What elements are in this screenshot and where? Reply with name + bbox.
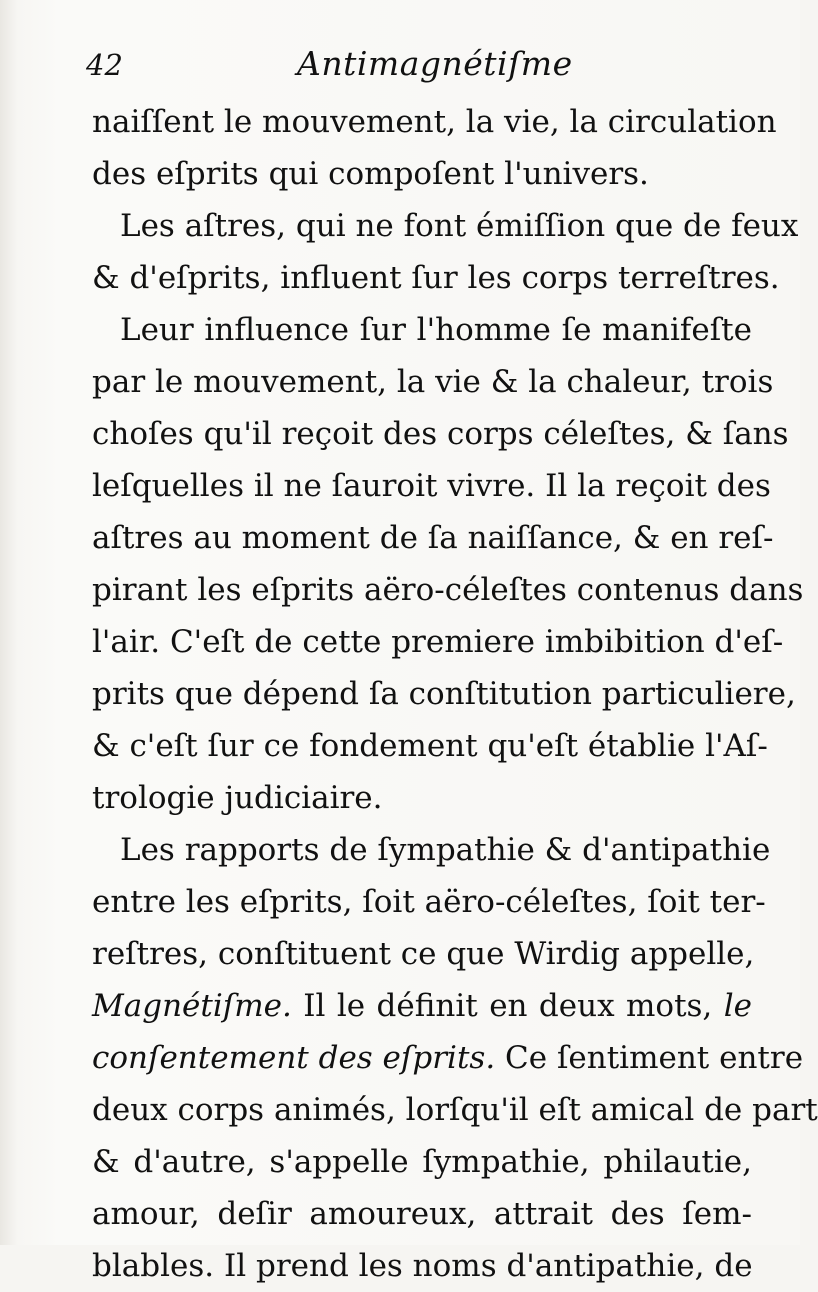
paragraph-start-line: Les rapports de ſympathie & d'antipathie: [120, 832, 771, 868]
running-title: Antimagnétiſme: [297, 44, 573, 83]
body-text: [92, 96, 818, 1292]
text-line: choſes qu'il reçoit des corps céleſtes, & ſans: [92, 416, 789, 452]
text-line: amour, deſir amoureux, attrait des ſem-: [92, 1196, 752, 1232]
text-line: des eſprits qui compoſent l'univers.: [92, 156, 649, 192]
text-line: l'air. C'eſt de cette premiere imbibition d'eſ-: [92, 624, 784, 660]
text-line: & d'autre, s'appelle ſympathie, philautie,: [92, 1144, 752, 1180]
italic-term: Magnétiſme.: [92, 988, 292, 1024]
text-line: par le mouvement, la vie & la chaleur, trois: [92, 364, 774, 400]
text-line-mixed: [92, 1032, 804, 1084]
text-line-mixed: [92, 980, 752, 1032]
italic-phrase-end: conſentement des eſprits.: [92, 1040, 496, 1076]
text-line: blables. Il prend les noms d'antipathie, de: [92, 1248, 753, 1284]
paragraph-start-line: Leur influence ſur l'homme ſe manifeſte: [120, 312, 752, 348]
text-line: entre les eſprits, ſoit aëro-céleſtes, ſoit ter-: [92, 884, 766, 920]
text-line: prits que dépend ſa conſtitution particuliere,: [92, 676, 796, 712]
text-line: trologie judiciaire.: [92, 780, 383, 816]
text-line: leſquelles il ne ſauroit vivre. Il la reçoit des: [92, 468, 771, 504]
roman-text: Il le définit en deux mots,: [291, 988, 724, 1024]
text-line: & d'eſprits, influent ſur les corps terreſtres.: [92, 260, 780, 296]
roman-text: Ce ſentiment entre: [495, 1040, 804, 1076]
paragraph-start-line: Les aſtres, qui ne font émiſſion que de feux: [120, 208, 799, 244]
text-line: & c'eſt ſur ce fondement qu'eſt établie l'Aſ-: [92, 728, 768, 764]
italic-phrase-start: le: [723, 988, 752, 1024]
page-number: 42: [86, 48, 123, 82]
text-line: pirant les eſprits aëro-céleſtes contenus dans: [92, 572, 804, 608]
text-line: aſtres au moment de ſa naiſſance, & en reſ-: [92, 520, 774, 556]
page-header: [82, 40, 782, 88]
text-line: reſtres, conſtituent ce que Wirdig appelle,: [92, 936, 755, 972]
text-line: naiſſent le mouvement, la vie, la circulation: [92, 104, 777, 140]
text-line: deux corps animés, lorſqu'il eſt amical de part: [92, 1092, 818, 1128]
